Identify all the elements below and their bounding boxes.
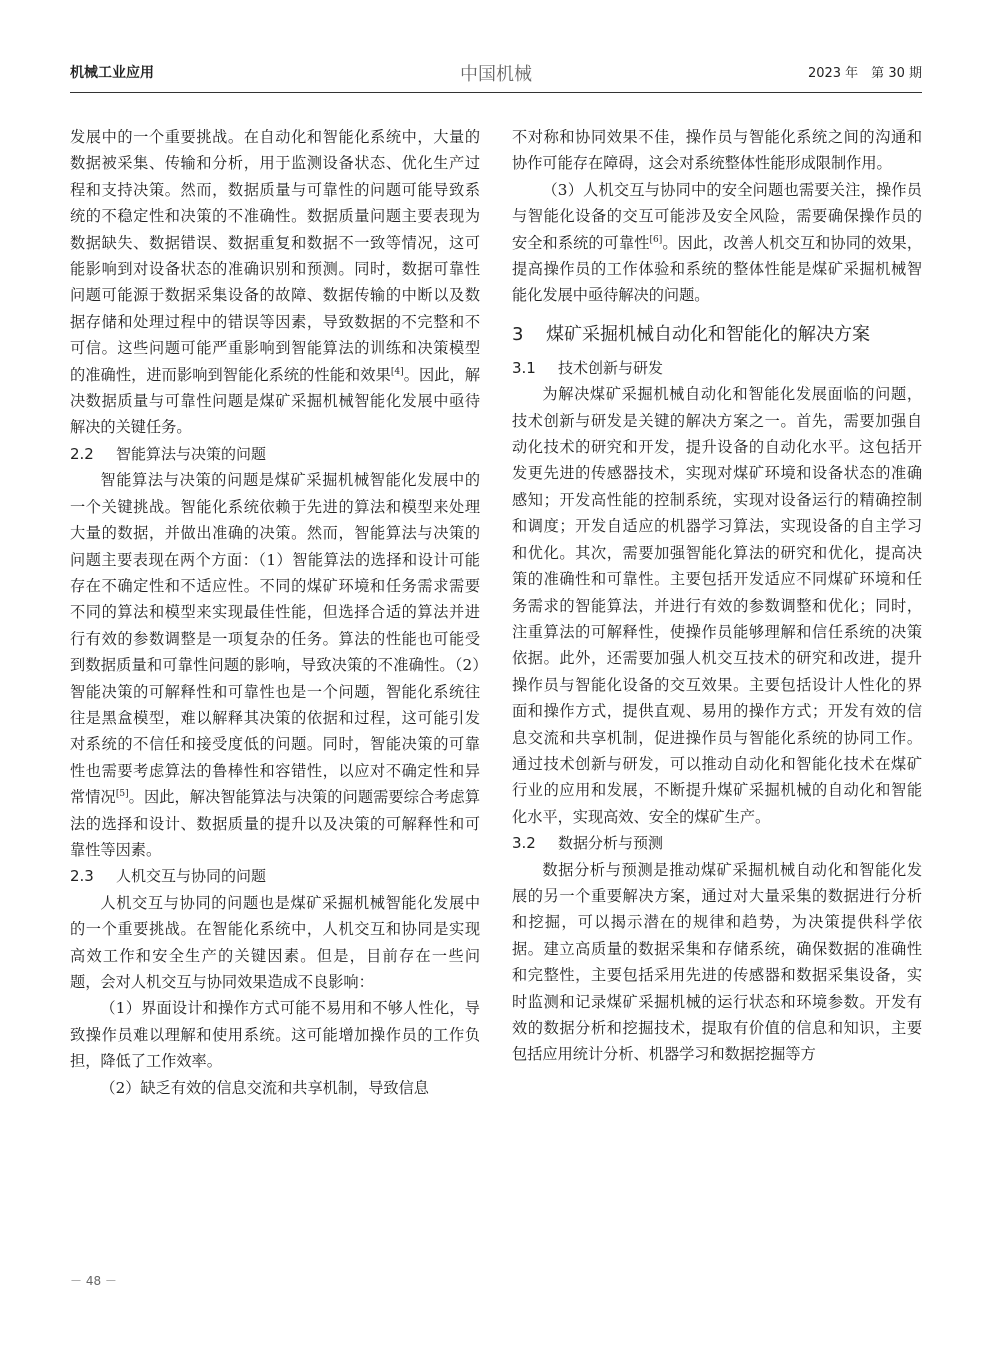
citation-ref[interactable]: [6] xyxy=(649,234,663,245)
paragraph: 人机交互与协同的问题也是煤矿采掘机械智能化发展中的一个重要挑战。在智能化系统中，人机交互和协同是实现高效工作和安全生产的关键因素。但是，目前存在一些问题，会对人机交互与协同效果造成不良影响： xyxy=(70,893,480,991)
section-heading-3-1: 3.1 技术创新与研发 xyxy=(512,358,664,377)
page-number: － 48 － xyxy=(70,1274,117,1288)
citation-ref[interactable]: [5] xyxy=(115,789,129,800)
section-heading-3: 3 煤矿采掘机械自动化和智能化的解决方案 xyxy=(512,323,870,345)
paragraph: （3）人机交互与协同中的安全问题也需要关注，操作员与智能化设备的交互可能涉及安全风险，需要确保操作员的安全和系统的可靠性[6]。因此，改善人机交互和协同的效果，提高操作员的工作体验和系统的整体性能是煤矿采掘机械智能化发展中亟待解决的问题。 xyxy=(512,180,923,305)
running-header xyxy=(70,62,922,93)
right-column xyxy=(512,124,922,1068)
paragraph: （1）界面设计和操作方式可能不易用和不够人性化，导致操作员难以理解和使用系统。这可能增加操作员的工作负担，降低了工作效率。 xyxy=(70,999,480,1071)
section-heading-3-2: 3.2 数据分析与预测 xyxy=(512,834,664,853)
paragraph: 智能算法与决策的问题是煤矿采掘机械智能化发展中的一个关键挑战。智能化系统依赖于先进的算法和模型来处理大量的数据，并做出准确的决策。然而，智能算法与决策的问题主要表现在两个方面：（1）智能算法的选择和设计可能存在不确定性和不适应性。不同的煤矿环境和任务需求需要不同的算法和模型来实现最佳性能，但选择合适的算法并进行有效的参数调整是一项复杂的任务。算法的性能也可能受到数据质量和可靠性问题的影响，导致决策的不准确性。（2）智能决策的可解释性和可靠性也是一个问题，智能化系统往往是黑盒模型，难以解释其决策的依据和过程，这可能引发对系统的不信任和接受度低的问题。同时，智能决策的可靠性也需要考虑算法的鲁棒性和容错性，以应对不确定性和异常情况[5]。因此，解决智能算法与决策的问题需要综合考虑算法的选择和设计、数据质量的提升以及决策的可解释性和可靠性等因素。 xyxy=(70,471,481,859)
paragraph: 数据分析与预测是推动煤矿采掘机械自动化和智能化发展的另一个重要解决方案，通过对大量采集的数据进行分析和挖掘，可以揭示潜在的规律和趋势，为决策提供科学依据。建立高质量的数据采集和存储系统，确保数据的准确性和完整性，主要包括采用先进的传感器和数据采集设备，实时监测和记录煤矿采掘机械的运行状态和环境参数。开发有效的数据分析和挖掘技术，提取有价值的信息和知识，主要包括应用统计分析、机器学习和数据挖掘等方 xyxy=(512,860,922,1064)
paragraph: 为解决煤矿采掘机械自动化和智能化发展面临的问题，技术创新与研发是关键的解决方案之一。首先，需要加强自动化技术的研究和开发，提升设备的自动化水平。这包括开发更先进的传感器技术，实现对煤矿环境和设备状态的准确感知；开发高性能的控制系统，实现对设备运行的精确控制和调度；开发自适应的机器学习算法，实现设备的自主学习和优化。其次，需要加强智能化算法的研究和优化，提高决策的准确性和可靠性。主要包括开发适应不同煤矿环境和任务需求的智能算法，并进行有效的参数调整和优化；同时，注重算法的可解释性，使操作员能够理解和信任系统的决策依据。此外，还需要加强人机交互技术的研究和改进，提升操作员与智能化设备的交互效果。主要包括设计人性化的界面和操作方式，提供直观、易用的操作方式；开发有效的信息交流和共享机制，促进操作员与智能化系统的协同工作。通过技术创新与研发，可以推动自动化和智能化技术在煤矿行业的应用和发展，不断提升煤矿采掘机械的自动化和智能化水平，实现高效、安全的煤矿生产。 xyxy=(512,385,922,826)
paragraph: 不对称和协同效果不佳，操作员与智能化系统之间的沟通和协作可能存在障碍，这会对系统整体性能形成限制作用。 xyxy=(512,128,922,173)
section-heading-2-2: 2.2 智能算法与决策的问题 xyxy=(70,444,267,463)
citation-ref[interactable]: [4] xyxy=(390,366,404,377)
paragraph: 发展中的一个重要挑战。在自动化和智能化系统中，大量的数据被采集、传输和分析，用于监测设备状态、优化生产过程和支持决策。然而，数据质量与可靠性的问题可能导致系统的不稳定性和决策的不准确性。数据质量问题主要表现为数据缺失、数据错误、数据重复和数据不一致等情况，这可能影响到对设备状态的准确识别和预测。同时，数据可靠性问题可能源于数据采集设备的故障、数据传输的中断以及数据存储和处理过程中的错误等因素，导致数据的不完整和不可信。这些问题可能严重影响到智能算法的训练和决策模型的准确性，进而影响到智能化系统的性能和效果[4]。因此，解决数据质量与可靠性问题是煤矿采掘机械智能化发展中亟待解决的关键任务。 xyxy=(70,128,481,437)
section-heading-2-3: 2.3 人机交互与协同的问题 xyxy=(70,867,267,886)
journal-title: 中国机械 xyxy=(460,64,532,85)
paragraph: （2）缺乏有效的信息交流和共享机制，导致信息 xyxy=(100,1078,429,1097)
journal-section: 机械工业应用 xyxy=(70,65,154,81)
issue-info: 2023 年 第 30 期 xyxy=(807,66,922,81)
left-column xyxy=(70,124,480,1101)
